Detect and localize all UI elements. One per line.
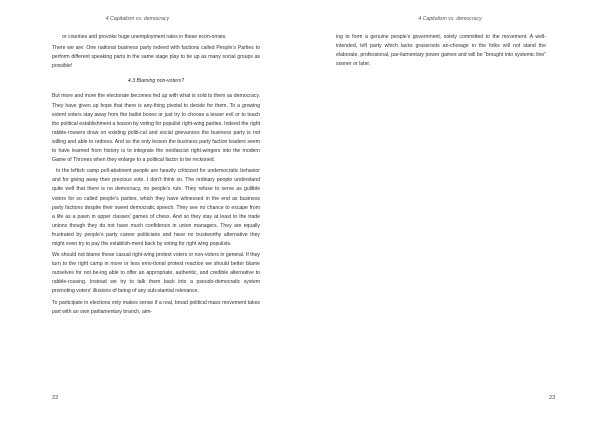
paragraph: There we are: One national business party indeed with factions called People’s Parties to perform different speaking parts in the same stage play to tie up as many social groups as possible! [52, 45, 260, 70]
right-page-body [336, 33, 546, 71]
paragraph: To participate in elections only makes sense if a real, broad political mass movement takes part with an own parliamentary branch, aim- [52, 299, 260, 315]
paragraph: In the leftish camp poll-abstinent people are heavily criticized for undemocratic behavior and for giving away their precious vote. I don’t think so. The ordinary people understand quite well that there is no democracy, no people’s rule. They refuse to serve as gullible voters for so called people’s parties, which they have witnessed in the end as business party factions despite their sweet democratic speech. They see no chance to escape from a life as a pawn in upper classes’ games of chess. And so they stay at least to the trade unions though they do not have much confidence in union managers. They are equally frustrated by people’s party career politicians and have no trustworthy alternative they might even try to pay the establish-ment back by voting for right wing populists. [52, 168, 260, 247]
section-heading: 4.3 Blaming non-voters? [127, 78, 185, 85]
running-header-right: 4 Capitalism vs. democracy [418, 16, 482, 22]
paragraph: or counties and provoke huge unemployment rates in these econ-omies. [62, 34, 227, 40]
right-page [300, 0, 600, 424]
left-page-body [52, 33, 260, 319]
paragraph: ing to form a genuine people’s government, solely committed to the movement. A well-intended, left party which lacks grassroots an-chorage in the folks will not stand the elaborate, professional, par-liamentary power games and will be “brought into systemic line” sooner or later. [336, 34, 546, 68]
page-number-left: 22 [52, 395, 59, 401]
paragraph: But more and more the electorate becomes fed up with what is sold to them as democracy. They have given up hope that there is any-thing pivotal to decide for them. To a growing extent voters stay away from the ballot boxes or just try to choose a lesser evil or to teach the political establishment a lesson by voting for populist right-wing parties. Indeed the right rabble-rousers draw on existing politi-cal and social grievances the business party is not willing and able to redress. And so the only lesson the business party faction leaders seem to have learned from history is to integrate the neofascist right-wingers into the modern Game of Thrones when they enlarge to a political factor to be reckoned. [52, 93, 260, 164]
page-number-right: 23 [549, 395, 556, 401]
running-header-left: 4 Capitalism vs. democracy [105, 16, 170, 22]
paragraph: We should not blame these casual right-wing protest voters or non-voters in general. If they turn to the right camp in more or less emo-tional protest reaction we should better blame ourselves for not be-ing able to offer an appropriate, authentic, and credible alternative to rabble-rousing. Instead we try to talk them back into a pseudo-democratic system promoting voters’ illusions of being of any sub-stantial relevance. [52, 252, 260, 295]
